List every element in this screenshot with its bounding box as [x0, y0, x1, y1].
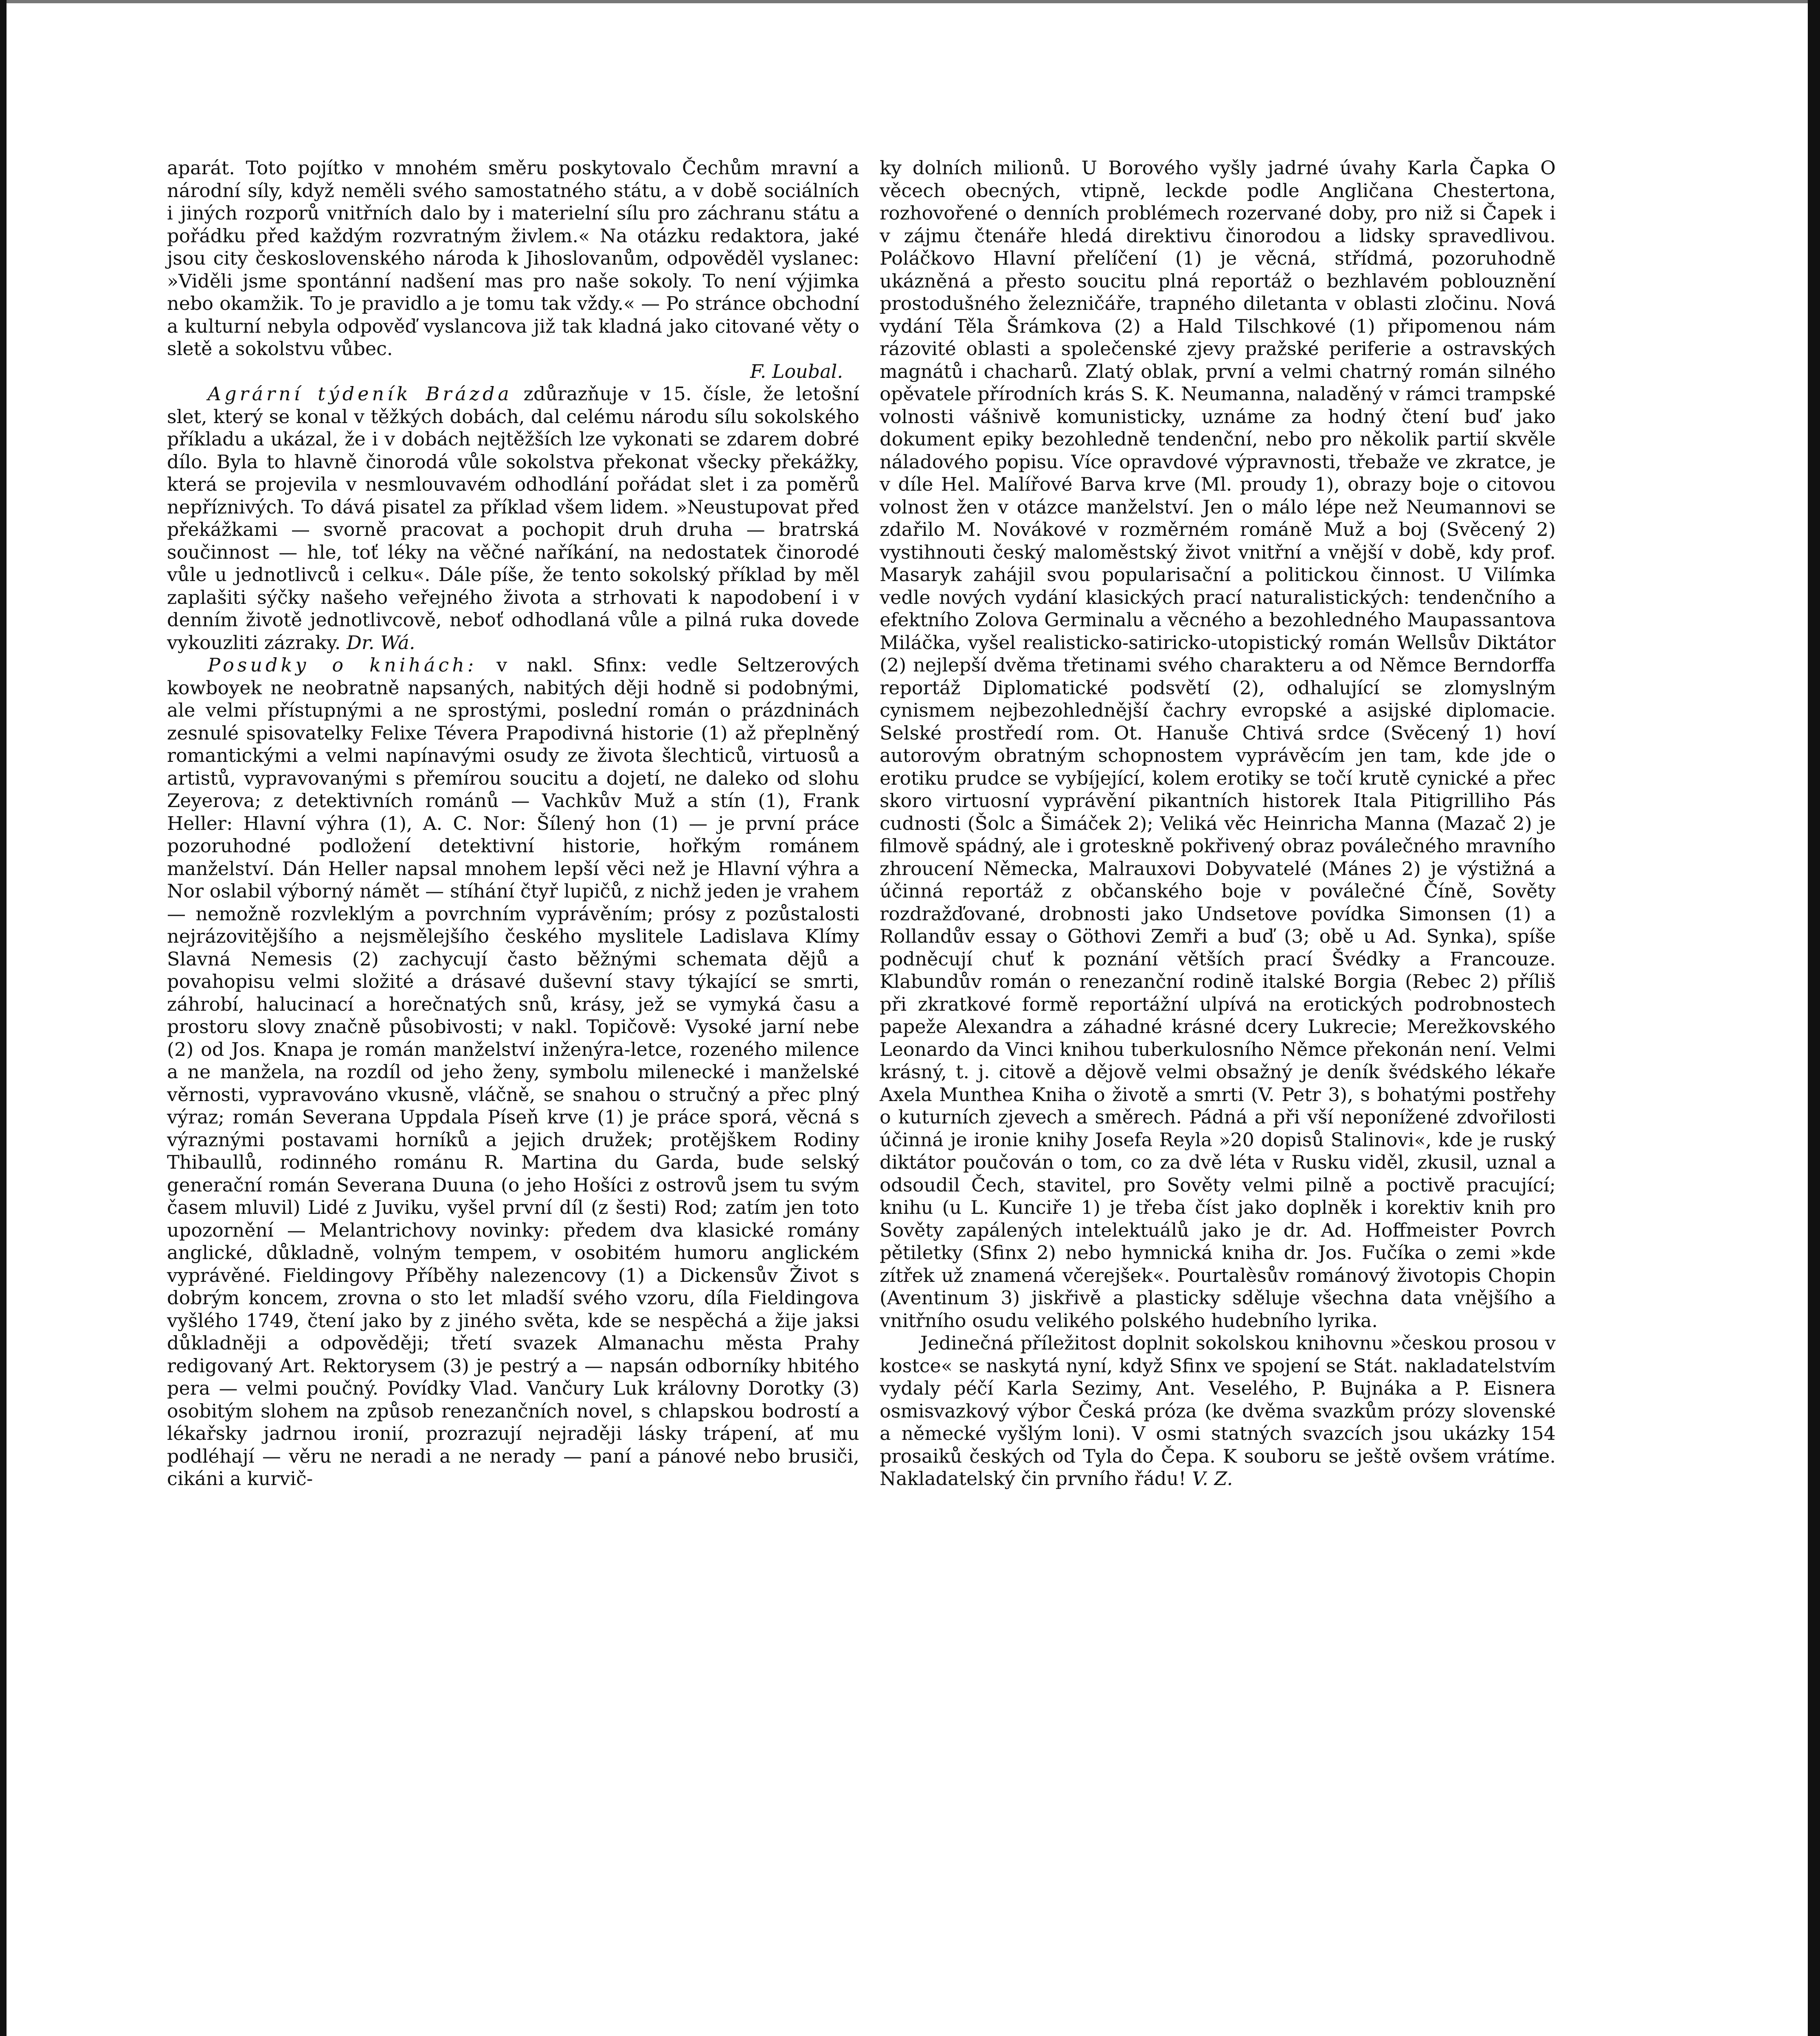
paragraph-brazda-body: zdůrazňuje v 15. čísle, že letošní slet, který se konal v těžkých dobách, dal celému národu sílu sokolského příkladu a ukázal, že i v dobách nejtěžších lze vykonati se zdarem dobré dílo. Byla to hlavně činorodá vůle sokolstva překonat všecky překážky, která se projevila v nesmlouvavém odhodlání pořádat slet i za poměrů nepříznivých. To dává pisatel za příklad všem lidem. »Neustupovat před překážkami — svorně pracovat a pochopit druh druha — bratrská součinnost — hle, toť léky na věčné naříkání, na nedostatek činorodé vůle u jednotlivců i celku«. Dále píše, že tento sokolský příklad by měl zaplašiti sýčky našeho veřejného života a strhovati k napodobení i v denním životě jednotlivcově, neboť odhodlaná vůle a pilná ruka dovede vykouzliti zázraky.: [167, 383, 859, 654]
paragraph-reviews-continued: ky dolních milionů. U Borového vyšly jadrné úvahy Karla Čapka O věcech obecných, vtipně, leckde podle Angličana Chestertona, rozhovořené o denních problémech rozervané doby, pro niž si Čapek i v zájmu čtenáře hledá direktivu činorodou a lidsky spravedlivou. Poláčkovo Hlavní přelíčení (1) je věcná, střídmá, pozoruhodně ukázněná a přesto soucitu plná reportáž o bezhlavém poblouznění prostodušného železničáře, trapného diletanta v oblasti zločinu. Nová vydání Těla Šrámkova (2) a Hald Tilschkové (1) připomenou nám rázovité oblasti a společenské zjevy pražské periferie a ostravských magnátů i chacharů. Zlatý oblak, první a velmi chatrný román silného opěvatele přírodních krás S. K. Neumanna, naladěný v rámci trampské volnosti vášnivě komunisticky, uznáme za hodný čtení buď jako dokument epiky bezohledně tendenční, nebo pro několik partií skvěle náladového popisu. Více opravdové výpravnosti, třebaže ve zkratce, je v díle Hel. Malířové Barva krve (Ml. proudy 1), obrazy boje o citovou volnost žen v otázce manželství. Jen o málo lépe než Neumannovi se zdařilo M. Novákové v rozměrném románě Muž a boj (Svěcený 2) vystihnouti český maloměstský život vnitřní a vnější v době, kdy prof. Masaryk zahájil svou popularisační a politickou činnost. U Vilímka vedle nových vydání klasických prací naturalistických: tendenčního a efektního Zolova Germinalu a věcného a bezohledného Maupassantova Miláčka, vyšel realisticko-satiricko-utopistický román Wellsův Diktátor (2) nejlepší dvěma třetinami svého charakteru a od Němce Berndorffa reportáž Diplomatické podsvětí (2), odhalující se zlomyslným cynismem nejbezohlednější čachry evropské a asijské diplomacie. Selské prostředí rom. Ot. Hanuše Chtivá srdce (Svěcený 1) hoví autorovým obratným schopnostem vyprávěcím jen tam, kde jde o erotiku prudce se vybíjející, kolem erotiky se točí krutě cynické a přec skoro virtuosní vyprávění pikantních historek Itala Pitigrilliho Pás cudnosti (Šolc a Šimáček 2); Veliká věc Heinricha Manna (Mazač 2) je filmově spádný, ale i groteskně pokřivený obraz poválečného mravního zhroucení Německa, Malrauxovi Dobyvatelé (Mánes 2) je výstižná a účinná reportáž z občanského boje v poválečné Číně, Sověty rozdražďované, drobnosti jako Undsetove povídka Simonsen (1) a Rollandův essay o Göthovi Zemři a buď (3; obě u Ad. Synka), spíše podněcují chuť k poznání větších prací Švédky a Francouze. Klabundův román o renezanční rodině italské Borgia (Rebec 2) příliš při zkratkové formě reportážní ulpívá na erotických podrobnostech papeže Alexandra a záhadné krásné dcery Lukrecie; Merežkovského Leonardo da Vinci knihou tuberkulosního Němce překonán není. Velmi krásný, t. j. citově a dějově velmi obsažný je deník švédského lékaře Axela Munthea Kniha o životě a smrti (V. Petr 3), s bohatými postřehy o kuturních zjevech a směrech. Pádná a při vší neponížené zdvořilosti účinná je ironie knihy Josefa Reyla »20 dopisů Stalinovi«, kde je ruský diktátor poučován o tom, co za dvě léta v Rusku viděl, zkusil, uznal a odsoudil Čech, stavitel, pro Sověty velmi pilně a poctivě pracující; knihu (u L. Kunciře 1) je třeba číst jako doplněk i korektiv knih pro Sověty zapálených intelektuálů jako je dr. Ad. Hoffmeister Povrch pětiletky (Sfinx 2) nebo hymnická kniha dr. Jos. Fučíka o zemi »kde zítřek už znamená včerejšek«. Pourtalèsův románový životopis Chopin (Aventinum 3) jiskřivě a plasticky sděluje všechna data vnějšího a vnitřního osudu velikého polského hudebního lyrika.: [880, 157, 1556, 1332]
paragraph-book-reviews: [167, 654, 859, 1490]
scan-border-right: [1808, 0, 1820, 2036]
scan-border-top: [0, 0, 1820, 3]
section-lead-brazda: Agrární týdeník Brázda: [208, 383, 512, 405]
paragraph-ceska-proza: [880, 1332, 1556, 1490]
scan-border-left: [0, 0, 7, 2036]
section-lead-reviews: Posudky o knihách:: [208, 654, 477, 676]
paragraph-book-reviews-body: v nakl. Sfinx: vedle Seltzerových kowboyek ne neobratně napsaných, nabitých ději hodně si podobnými, ale velmi přístupnými a ne sprostými, poslední román o prázdninách zesnulé spisovatelky Felixe Tévera Prapodivná historie (1) až přeplněný romantickými a velmi napínavými osudy ze života šlechticů, virtuosů a artistů, vypravovanými s přemírou soucitu a dojetí, ne daleko od slohu Zeyerova; z detektivních románů — Vachkův Muž a stín (1), Frank Heller: Hlavní výhra (1), A. C. Nor: Šílený hon (1) — je první práce pozoruhodné podložení detektivní historie, hořkým románem manželství. Dán Heller napsal mnohem lepší věci než je Hlavní výhra a Nor oslabil výborný námět — stíhání čtyř lupičů, z nichž jeden je vrahem — nemožně rozvleklým a povrchním vyprávěním; prósy z pozůstalosti nejrázovitějšího a nejsmělejšího českého myslitele Ladislava Klímy Slavná Nemesis (2) zachycují často běžnými schemata dějů a povahopisu velmi složité a drásavé duševní stavy týkající se smrti, záhrobí, halucinací a horečnatých snů, krásy, jež se vymyká času a prostoru slovy značně působivosti; v nakl. Topičově: Vysoké jarní nebe (2) od Jos. Knapa je román manželství inženýra-letce, rozeného milence a ne manžela, na rozdíl od jeho ženy, symbolu milenecké i manželské věrnosti, vypravováno vkusně, vláčně, se snahou o stručný a přec plný výraz; román Severana Uppdala Píseň krve (1) je práce sporá, věcná s výraznými postavami horníků a jejich družek; protějškem Rodiny Thibaullů, rodinného románu R. Martina du Garda, bude selský generační román Severana Duuna (o jeho Hošíci z ostrovů jsem tu svým časem mluvil) Lidé z Juviku, vyšel první díl (z šesti) Rod; zatím jen toto upozornění — Melantrichovy novinky: předem dva klasické romány anglické, důkladně, volným tempem, v osobitém humoru anglickém vyprávěné. Fieldingovy Příběhy nalezencovy (1) a Dickensův Život s dobrým koncem, zrovna o sto let mladší svého vzoru, díla Fieldingova vyšlého 1749, čtení jako by z jiného světa, kde se nespěchá a žije jaksi důkladněji a odpověději; třetí svazek Almanachu města Prahy redigovaný Art. Rektorysem (3) je pestrý a — napsán odborníky hbitého pera — velmi poučný. Povídky Vlad. Vančury Luk královny Dorotky (3) osobitým slohem na způsob renezančních novel, s chlapskou bodrostí a lékařsky jadrnou ironií, prozrazují nejraději lásky trápení, ať mu podléhají — věru ne neradi a ne nerady — paní a pánové nebo brusiči, cikáni a kurvič-: [167, 654, 859, 1490]
paragraph-brazda: [167, 383, 859, 654]
author-signature-loubal: F. Loubal.: [750, 360, 843, 382]
author-signature-vz: V. Z.: [1192, 1468, 1233, 1490]
text-column-right: [880, 157, 1556, 1490]
paragraph-ceska-proza-body: Jedinečná příležitost doplnit sokolskou knihovnu »českou prosou v kostce« se naskytá nyní, když Sfinx ve spojení se Stát. nakladatelstvím vydaly péčí Karla Sezimy, Ant. Veselého, P. Bujnáka a P. Eisnera osmisvazkový výbor Česká próza (ke dvěma svazkům prózy slovenské a německé vyšlým loni). V osmi statných svazcích jsou ukázky 154 prosaiků českých od Tyla do Čepa. K souboru se ještě ovšem vrátíme. Nakladatelský čin prvního řádu!: [880, 1332, 1556, 1490]
paragraph-radio-interview: aparát. Toto pojítko v mnohém směru poskytovalo Čechům mravní a národní síly, když neměli svého samostatného státu, a v době sociálních i jiných rozporů vnitřních dalo by i materielní sílu pro záchranu státu a pořádku před každým rozvratným živlem.« Na otázku redaktora, jaké jsou city československého národa k Jihoslovanům, odpověděl vyslanec: »Viděli jsme spontánní nadšení mas pro naše sokoly. To není výjimka nebo okamžik. To je pravidlo a je tomu tak vždy.« — Po stránce obchodní a kulturní nebyla odpověď vyslancova již tak kladná jako citované věty o sletě a sokolstvu vůbec.: [167, 157, 859, 360]
text-column-left: [167, 157, 859, 1490]
author-signature-wa: Dr. Wá.: [346, 631, 415, 654]
